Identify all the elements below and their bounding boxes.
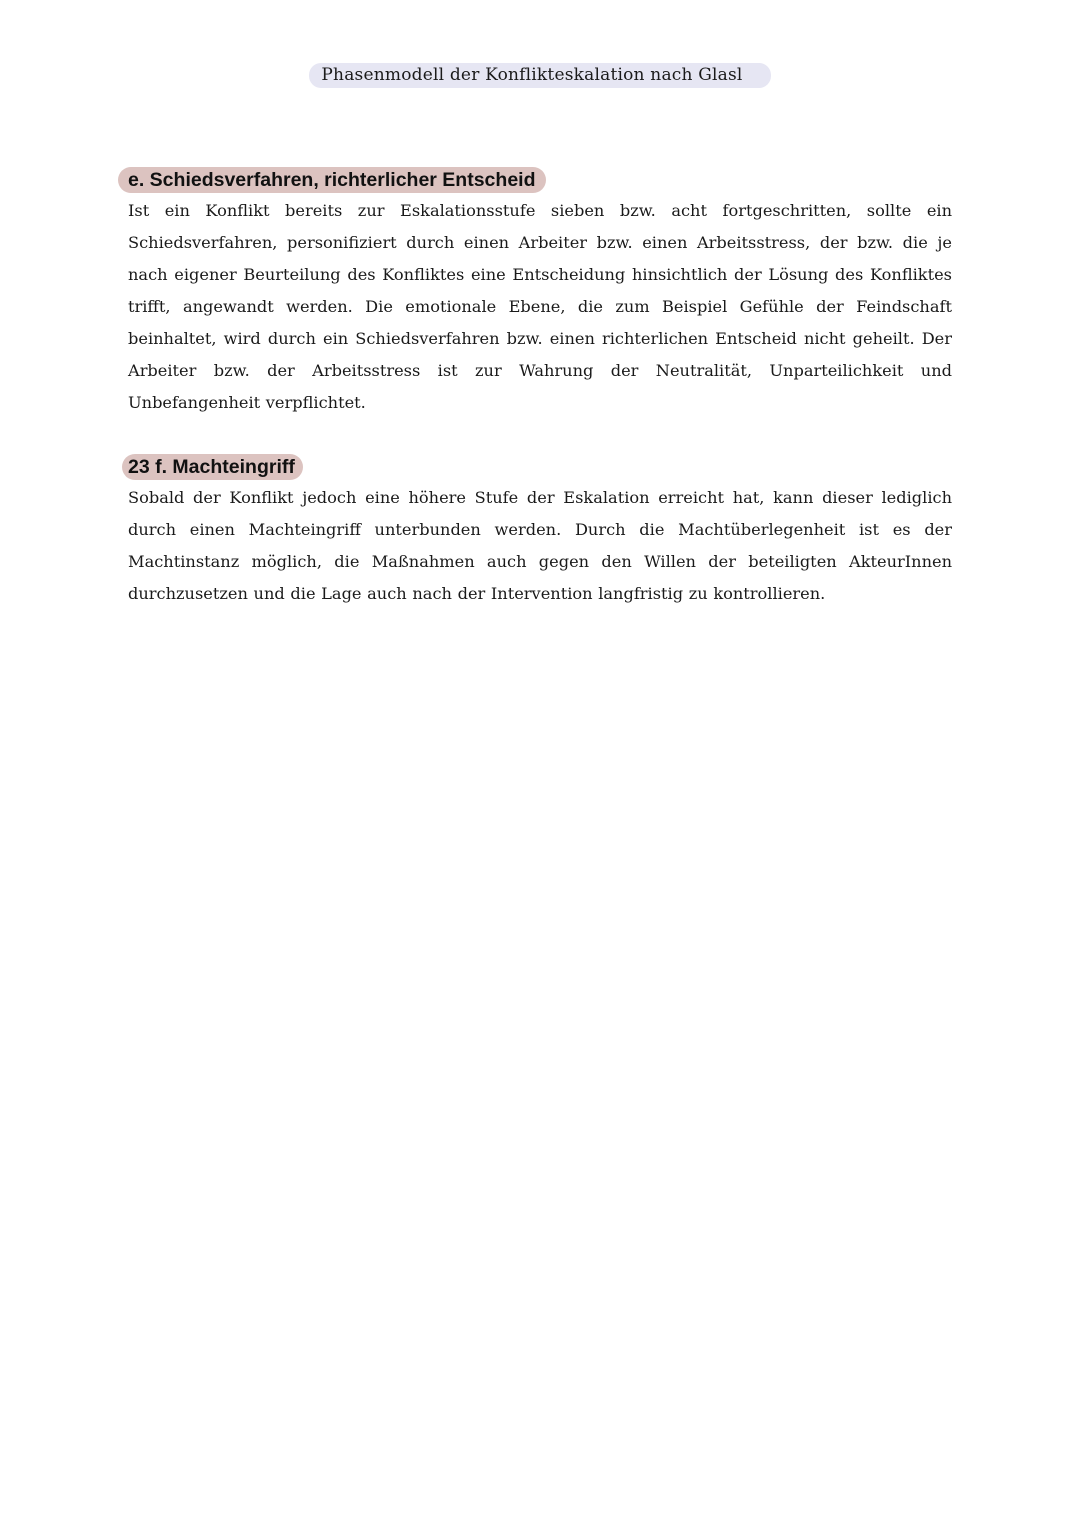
page-title: Phasenmodell der Konflikteskalation nach Glasl	[309, 63, 770, 88]
section-paragraph: Sobald der Konflikt jedoch eine höhere Stufe der Eskalation erreicht hat, kann dieser lediglich durch einen Machteingriff unterbunden werden. Durch die Machtüberlegenheit ist es der Machtinstanz möglich, die Maßnahmen auch gegen den Willen der beteiligten AkteurInnen durchzusetzen und die Lage auch nach der Intervention langfristig zu kontrollieren.	[128, 488, 952, 603]
section-machteingriff	[128, 454, 952, 610]
section-heading: e. Schiedsverfahren, richterlicher Entscheid	[118, 167, 546, 193]
section-paragraph: Ist ein Konflikt bereits zur Eskalationsstufe sieben bzw. acht fortgeschritten, sollte ein Schiedsverfahren, personifiziert durch einen Arbeiter bzw. einen Arbeitsstress, der bzw. die je nach eigener Beurteilung des Konfliktes eine Entscheidung hinsichtlich der Lösung des Konfliktes trifft, angewandt werden. Die emotionale Ebene, die zum Beispiel Gefühle der Feindschaft beinhaltet, wird durch ein Schiedsverfahren bzw. einen richterlichen Entscheid nicht geheilt. Der Arbeiter bzw. der Arbeitsstress ist zur Wahrung der Neutralität, Unparteilichkeit und Unbefangenheit verpflichtet.	[128, 201, 952, 412]
section-heading: 23 f. Machteingriff	[122, 454, 303, 480]
page-header	[0, 63, 1080, 88]
section-schiedsverfahren	[128, 167, 952, 419]
